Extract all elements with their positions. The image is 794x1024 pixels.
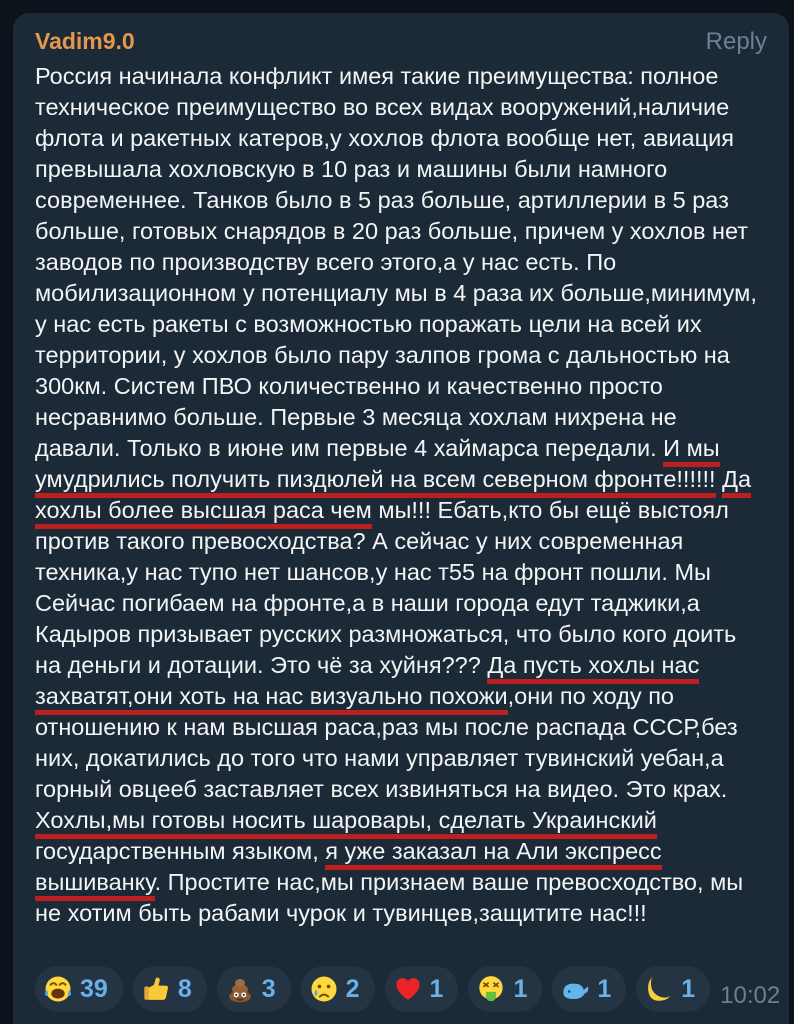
reaction-count: 1 <box>513 974 528 1003</box>
underlined-text: И мы умудрились получить пиздюлей на всем северном фронте!!!!!! <box>35 435 720 498</box>
crying-emoji-icon <box>309 974 339 1004</box>
sender-name[interactable]: Vadim9.0 <box>35 28 135 54</box>
plain-text: . Простите нас,мы признаем ваше превосходство, мы не хотим быть рабами чурок и тувинцев,защитите нас!!! <box>35 869 744 926</box>
plain-text: ,они по ходу по отношению к нам высшая раса,раз мы после распада СССР,без них, докатились до того что нами управляет тувинский уебан,а горный овцееб заставляет всех извиняться на видео. Это крах. <box>35 683 738 802</box>
reaction-pill[interactable] <box>133 966 207 1012</box>
heart-emoji-icon <box>393 974 423 1004</box>
vomit-emoji-icon <box>476 974 506 1004</box>
reaction-count: 39 <box>80 974 108 1003</box>
message-text <box>13 55 789 958</box>
reactions-row <box>13 958 789 1024</box>
plain-text: Россия начинала конфликт имея такие преимущества: полное техническое преимущество во всех видах вооружений,наличие флота и ракетных катеров,у хохлов флота вообще нет, авиация превышала хохловскую в 10 раз и машины были намного современнее. Танков было в 5 раз больше, артиллерии в 5 раз больше, готовых снарядов в 20 раз больше, причем у хохлов нет заводов по производству всего этого,а у нас есть. По мобилизационном у потенциалу мы в 4 раза их больше,минимум, у нас есть ракеты с возможностью поражать цели на всей их территории, у хохлов было пару залпов грома с дальностью на 300км. Систем ПВО количественно и качественно просто несравнимо больше. Первые 3 месяца хохлам нихрена не давали. Только в июне им первые 4 хаймарса передали. <box>35 63 757 461</box>
underlined-text: Да пусть хохлы нас захватят,они хоть на нас визуально похожи <box>35 652 699 715</box>
underlined-text: Хохлы,мы готовы носить шаровары, сделать Украинский <box>35 807 657 839</box>
plain-text: мы!!! Ебать,кто бы ещё выстоял против такого превосходства? А сейчас у них современная техника,у нас тупо нет шансов,у нас т55 на фронт пошли. Мы Сейчас погибаем на фронте,а в наши города едут таджики,а Кадыров призывает русских размножаться, что было кого доить на деньги и дотации. Это чё за хуйня??? <box>35 497 737 678</box>
underlined-text: Да хохлы более высшая раса чем <box>35 466 751 529</box>
reaction-pill[interactable] <box>301 966 375 1012</box>
reaction-pill[interactable] <box>468 966 542 1012</box>
thumbs-up-emoji-icon <box>141 974 171 1004</box>
reaction-pill[interactable] <box>35 966 123 1012</box>
reaction-count: 1 <box>597 974 612 1003</box>
reaction-count: 1 <box>429 974 444 1003</box>
poop-emoji-icon <box>225 974 255 1004</box>
reaction-count: 3 <box>261 974 276 1003</box>
reaction-count: 2 <box>345 974 360 1003</box>
reaction-pill[interactable] <box>552 966 626 1012</box>
rofl-emoji-icon <box>43 974 73 1004</box>
reaction-count: 1 <box>681 974 696 1003</box>
whale-emoji-icon <box>560 974 590 1004</box>
reaction-pill[interactable] <box>636 966 710 1012</box>
reply-button[interactable]: Reply <box>705 28 767 55</box>
message-timestamp: 10:02 <box>720 982 781 1009</box>
message-header <box>13 13 789 55</box>
banana-emoji-icon <box>644 974 674 1004</box>
plain-text: государственным языком, <box>35 838 326 864</box>
reaction-pill[interactable] <box>217 966 291 1012</box>
underlined-text: я уже заказал на Али экспресс вышиванку <box>35 838 662 901</box>
message-bubble <box>13 13 789 1024</box>
reaction-count: 8 <box>177 974 192 1003</box>
reaction-pill[interactable] <box>385 966 459 1012</box>
